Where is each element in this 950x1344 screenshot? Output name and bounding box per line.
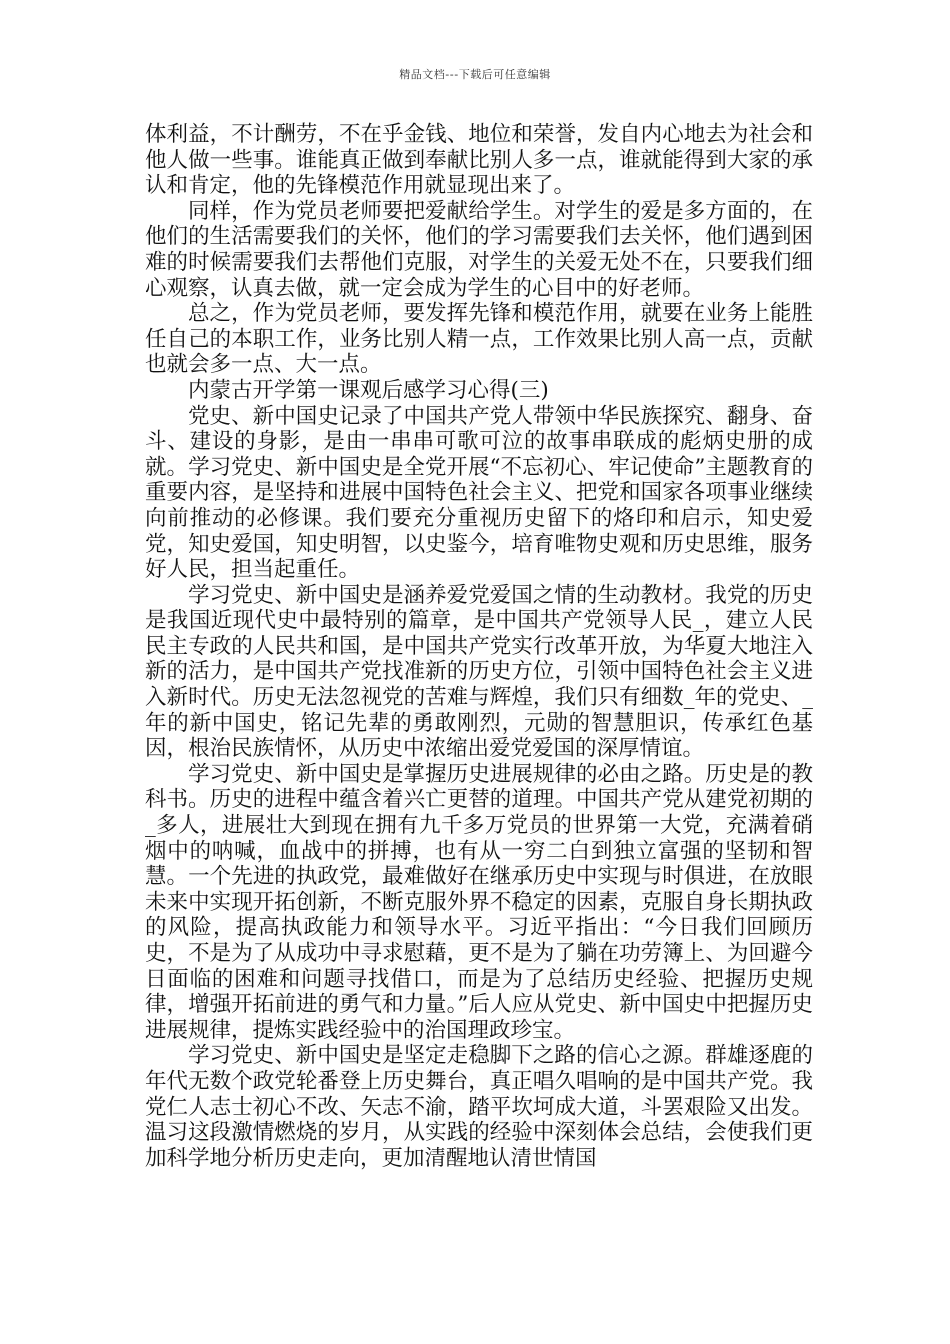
paragraph: 党史、新中国史记录了中国共产党人带领中华民族探究、翻身、奋斗、建设的身影，是由一串串可歌可泣的故事串联成的彪炳史册的成就。学习党史、新中国史是全党开展“不忘初心、牢记使命”主题教育的重要内容，是坚持和进展中国特色社会主义、把党和国家各项事业继续向前推动的必修课。我们要充分重视历史留下的烙印和启示，知史爱党，知史爱国，知史明智，以史鉴今，培育唯物史观和历史思维，服务好人民，担当起重任。 bbox=[145, 403, 813, 583]
section-title: 内蒙古开学第一课观后感学习心得(三) bbox=[188, 377, 549, 403]
document-body bbox=[145, 122, 813, 1171]
paragraph-continuation: 体利益，不计酬劳，不在乎金钱、地位和荣誉，发自内心地去为社会和他人做一些事。谁能真正做到奉献比别人多一点，谁就能得到大家的承认和肯定，他的先锋模范作用就显现出来了。 bbox=[145, 122, 813, 199]
paragraph: 同样，作为党员老师要把爱献给学生。对学生的爱是多方面的，在他们的生活需要我们的关怀，他们的学习需要我们去关怀，他们遇到困难的时候需要我们去帮他们克服，对学生的关爱无处不在，只要我们细心观察，认真去做，就一定会成为学生的心目中的好老师。 bbox=[145, 198, 813, 301]
paragraph: 总之，作为党员老师，要发挥先锋和模范作用，就要在业务上能胜任自己的本职工作，业务比别人精一点，工作效果比别人高一点，贡献也就会多一点、大一点。 bbox=[145, 301, 813, 378]
paragraph: 学习党史、新中国史是坚定走稳脚下之路的信心之源。群雄逐鹿的年代无数个政党轮番登上历史舞台，真正唱久唱响的是中国共产党。我党仁人志士初心不改、矢志不渝，踏平坎坷成大道，斗罢艰险又出发。温习这段激情燃烧的岁月，从实践的经验中深刻体会总结，会使我们更加科学地分析历史走向，更加清醒地认清世情国 bbox=[145, 1043, 813, 1171]
page-header: 精品文档---下载后可任意编辑 bbox=[399, 68, 551, 81]
paragraph: 学习党史、新中国史是涵养爱党爱国之情的生动教材。我党的历史是我国近现代史中最特别的篇章，是中国共产党领导人民_，建立人民民主专政的人民共和国，是中国共产党实行改革开放，为华夏大地注入新的活力，是中国共产党找准新的历史方位，引领中国特色社会主义进入新时代。历史无法忽视党的苦难与辉煌，我们只有细数_年的党史、_年的新中国史，铭记先辈的勇敢刚烈，元勋的智慧胆识，传承红色基因，根治民族情怀，从历史中浓缩出爱党爱国的深厚情谊。 bbox=[145, 582, 813, 762]
paragraph: 学习党史、新中国史是掌握历史进展规律的必由之路。历史是的教科书。历史的进程中蕴含着兴亡更替的道理。中国共产党从建党初期的_多人，进展壮大到现在拥有九千多万党员的世界第一大党，充满着硝烟中的呐喊，血战中的拼搏，也有从一穷二白到独立富强的坚韧和智慧。一个先进的执政党，最难做好在继承历史中实现与时俱进，在放眼未来中实现开拓创新，不断克服外界不稳定的因素，克服自身长期执政的风险，提高执政能力和领导水平。习近平指出：“今日我们回顾历史，不是为了从成功中寻求慰藉，更不是为了躺在功劳簿上、为回避今日面临的困难和问题寻找借口，而是为了总结历史经验、把握历史规律，增强开拓前进的勇气和力量。”后人应从党史、新中国史中把握历史进展规律，提炼实践经验中的治国理政珍宝。 bbox=[145, 761, 813, 1043]
